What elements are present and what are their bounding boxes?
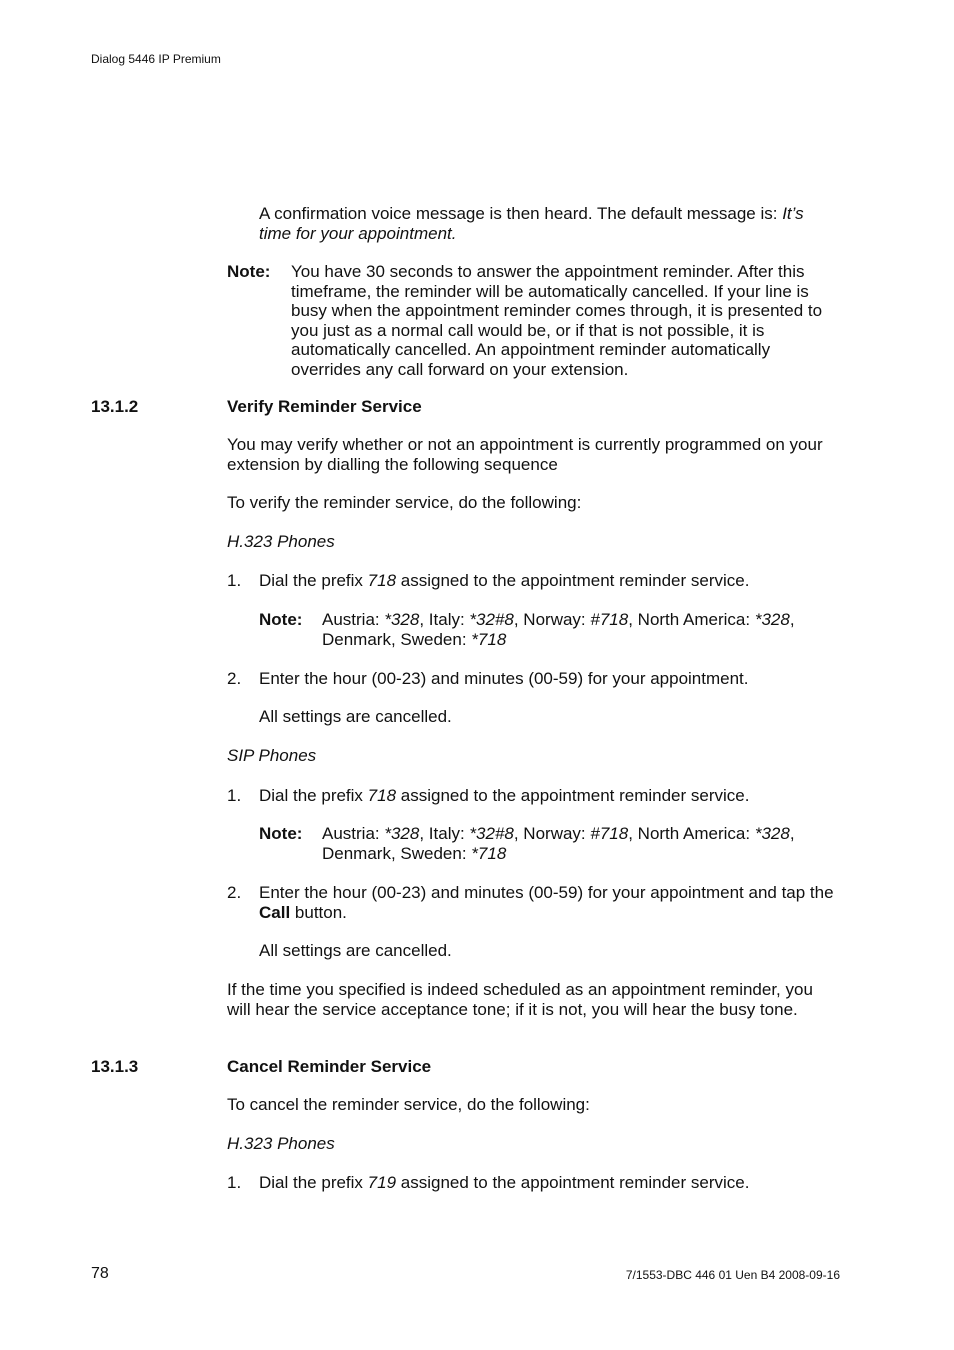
country-code: *718 <box>471 843 507 863</box>
country-label: , North America: <box>628 824 755 843</box>
note-label: Note: <box>227 262 271 281</box>
country-label: Austria: <box>322 824 385 843</box>
country-label: , Italy: <box>419 824 470 843</box>
h323-heading: H.323 Phones <box>227 1134 335 1153</box>
country-code: *328 <box>384 610 420 629</box>
country-label: Austria: <box>322 610 385 629</box>
step-text <box>259 786 839 806</box>
prefix-code: 719 <box>367 1173 397 1192</box>
country-label: , Italy: <box>419 610 470 629</box>
section-number: 13.1.2 <box>91 397 139 416</box>
step-number: 2. <box>227 669 242 688</box>
note-label: Note: <box>259 824 303 843</box>
note-label: Note: <box>259 610 303 629</box>
section-title: Verify Reminder Service <box>227 397 422 416</box>
call-button-label: Call <box>259 902 291 922</box>
country-label: , Norway: <box>513 824 591 843</box>
confirmation-text: A confirmation voice message is then heard. The default message is: <box>259 204 783 223</box>
cancel-instruction: To cancel the reminder service, do the following: <box>227 1095 590 1114</box>
step-number: 1. <box>227 1173 242 1192</box>
step-text <box>259 1173 839 1193</box>
country-label: , North America: <box>628 610 755 629</box>
step-text-suffix: assigned to the appointment reminder service. <box>396 786 750 805</box>
step-text <box>259 571 839 591</box>
section-number: 13.1.3 <box>91 1057 139 1076</box>
step-number: 1. <box>227 786 242 805</box>
sip-heading: SIP Phones <box>227 746 317 765</box>
country-codes-note <box>322 824 837 863</box>
step-text-prefix: Dial the prefix <box>259 786 368 805</box>
step-text: Enter the hour (00-23) and minutes (00-59) for your appointment. <box>259 669 749 688</box>
note-text: You have 30 seconds to answer the appointment reminder. After this timeframe, the reminder will be automatically cancelled. If your line is busy when the appointment reminder comes through, it is presented to you just as a normal call would be, or if that is not possible, it is automatically cancelled. An appointment reminder automatically overrides any call forward on your extension. <box>291 262 823 379</box>
country-label: , Denmark, Sweden: <box>322 824 795 863</box>
step-text-prefix: Dial the prefix <box>259 1173 368 1192</box>
country-label: , Denmark, Sweden: <box>322 610 795 649</box>
country-code: *32#8 <box>469 824 514 843</box>
step-text-prefix: Enter the hour (00-23) and minutes (00-59) for your appointment and tap the <box>259 883 834 902</box>
step-text-suffix: assigned to the appointment reminder service. <box>396 571 750 590</box>
country-code: *32#8 <box>469 610 514 629</box>
prefix-code: 718 <box>367 571 397 590</box>
country-code: #718 <box>590 610 629 629</box>
step-text <box>259 883 834 922</box>
confirmation-message: It’s time for your appointment. <box>259 204 804 243</box>
verify-instruction: To verify the reminder service, do the following: <box>227 493 582 512</box>
page-number: 78 <box>91 1265 109 1282</box>
verify-intro-paragraph: You may verify whether or not an appointment is currently programmed on your extension by dialling the following sequence <box>227 435 823 474</box>
country-code: #718 <box>590 824 629 843</box>
country-label: , Norway: <box>513 610 591 629</box>
country-code: *328 <box>384 824 420 843</box>
step-number: 2. <box>227 883 242 902</box>
confirmation-paragraph <box>259 204 839 243</box>
prefix-code: 718 <box>367 786 397 805</box>
section-title: Cancel Reminder Service <box>227 1057 432 1076</box>
step-number: 1. <box>227 571 242 590</box>
step-text-suffix: button. <box>290 902 347 922</box>
h323-heading: H.323 Phones <box>227 532 335 551</box>
step-result: All settings are cancelled. <box>259 941 452 960</box>
country-codes-note <box>322 610 837 649</box>
document-reference: 7/1553-DBC 446 01 Uen B4 2008-09-16 <box>625 1268 840 1282</box>
step-text-suffix: assigned to the appointment reminder service. <box>396 1173 750 1192</box>
country-code: *328 <box>754 824 790 843</box>
verify-closing-paragraph: If the time you specified is indeed scheduled as an appointment reminder, you will hear the service acceptance tone; if it is not, you will hear the busy tone. <box>227 980 813 1019</box>
step-text-prefix: Dial the prefix <box>259 571 368 590</box>
step-result: All settings are cancelled. <box>259 707 452 726</box>
country-code: *718 <box>471 629 507 649</box>
country-code: *328 <box>754 610 790 629</box>
running-header: Dialog 5446 IP Premium <box>91 52 221 66</box>
